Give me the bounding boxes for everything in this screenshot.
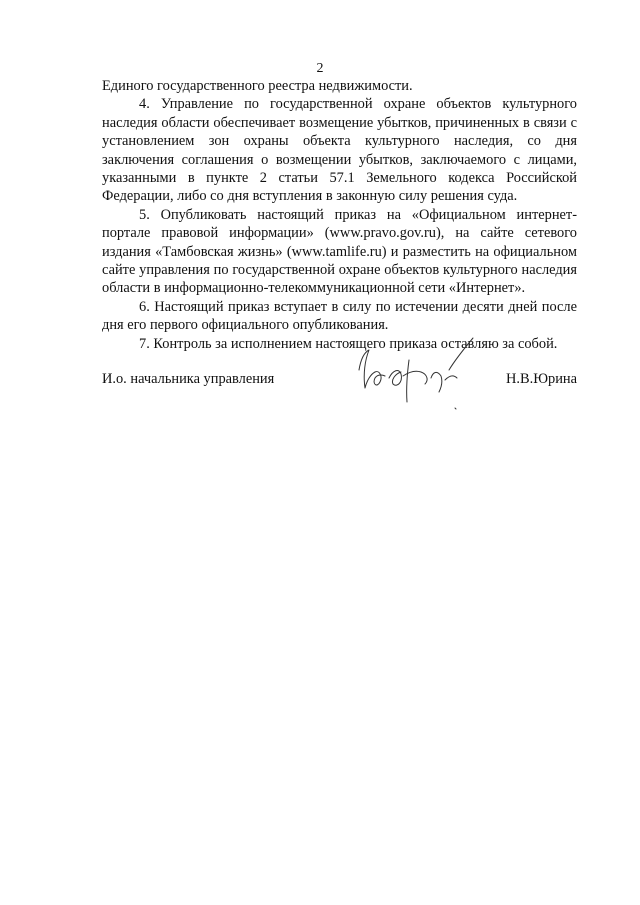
document-body <box>102 77 577 353</box>
paragraph-item-6: 6. Настоящий приказ вступает в силу по истечении десяти дней после дня его первого официального опубликования. <box>102 298 577 334</box>
paragraph-continuation: Единого государственного реестра недвижимости. <box>102 78 413 94</box>
handwritten-signature <box>345 330 495 420</box>
paragraph-item-5: 5. Опубликовать настоящий приказ на «Официальном интернет-портале правовой информации» (www.pravo.gov.ru), на сайте сетевого издания «Тамбовская жизнь» (www.tamlife.ru) и разместить на официальном сайте управления по государственной охране объектов культурного наследия области в информационно-телекоммуникационной сети «Интернет». <box>102 206 577 297</box>
signer-name: Н.В.Юрина <box>506 371 577 387</box>
signature-block <box>102 370 577 390</box>
paragraph-item-7: 7. Контроль за исполнением настоящего приказа оставляю за собой. <box>139 335 558 352</box>
page-number: 2 <box>316 61 324 76</box>
paragraph-item-4: 4. Управление по государственной охране объектов культурного наследия области обеспечивает возмещение убытков, причиненных в связи с установлением зон охраны объекта культурного наследия, со дня заключения соглашения о возмещении убытков, заключаемого с лицами, указанными в пункте 2 статьи 57.1 Земельного кодекса Российской Федерации, либо со дня вступления в законную силу решения суда. <box>102 96 577 205</box>
signer-position: И.о. начальника управления <box>102 371 275 387</box>
